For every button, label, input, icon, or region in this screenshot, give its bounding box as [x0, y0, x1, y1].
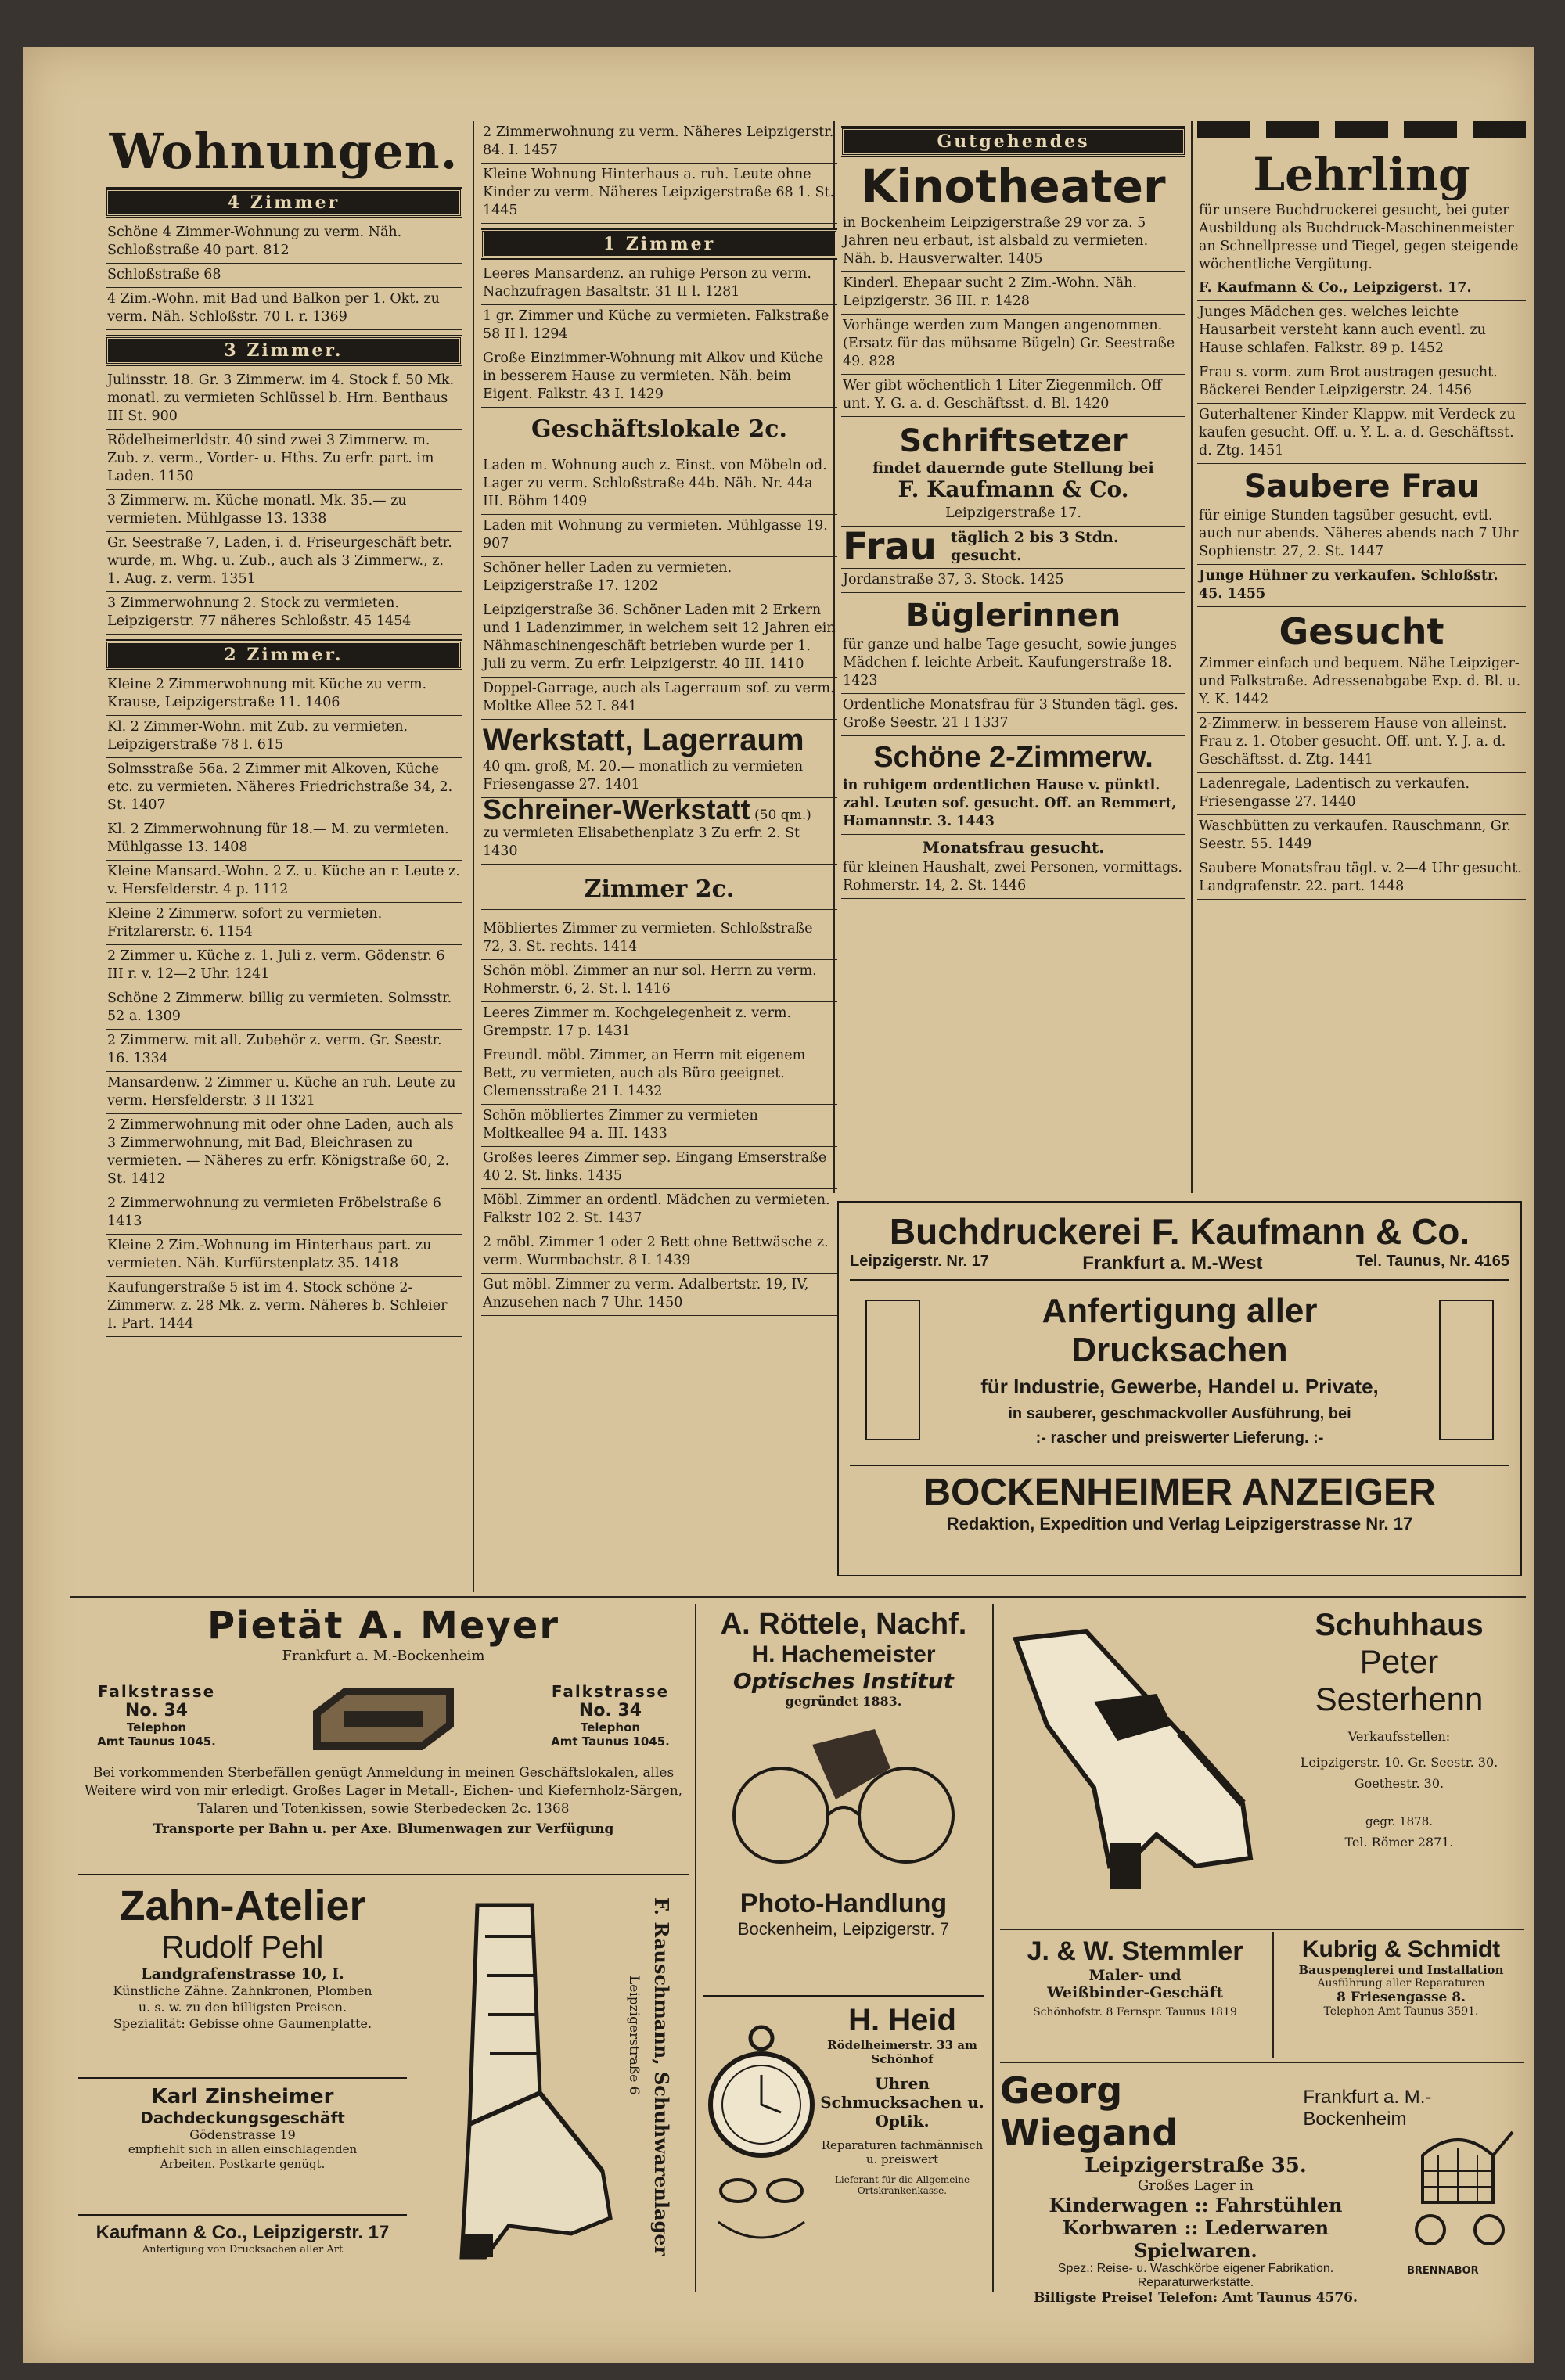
classified-ad: 2 Zimmer u. Küche z. 1. Juli z. verm. Gödenstr. 6 III r. v. 12—2 Uhr. 1241: [106, 945, 462, 987]
number: No. 34: [578, 1700, 642, 1720]
werkstatt-title: Werkstatt, Lagerraum: [483, 723, 804, 757]
wiegand-city: Frankfurt a. M.-Bockenheim: [1303, 2087, 1432, 2130]
pietaet-city: Frankfurt a. M.-Bockenheim: [282, 1648, 485, 1664]
gesucht-title: Gesucht: [1279, 610, 1444, 653]
column-rule: [473, 121, 474, 1592]
classified-ad: Großes leeres Zimmer sep. Eingang Emserstraße 40 2. St. links. 1435: [481, 1147, 837, 1189]
section-header-1-zimmer: 1 Zimmer: [481, 230, 837, 258]
classified-ad: Gr. Seestraße 7, Laden, i. d. Friseurgeschäft betr. wurde, m. Whg. u. Zub., auch als 3 Zimmerw., z. 1. Aug. z. verm. 1351: [106, 532, 462, 592]
schreiner-ad: [481, 793, 837, 865]
kubrig-name: Kubrig & Schmidt: [1301, 1936, 1501, 1962]
classified-ad: Schön möbl. Zimmer an nur sol. Herrn zu verm. Rohmerstr. 6, 2. St. l. 1416: [481, 960, 837, 1002]
classified-ad: Möbl. Zimmer an ordentl. Mädchen zu vermieten. Falkstr 102 2. St. 1437: [481, 1189, 837, 1231]
buegler-title: Büglerinnen: [905, 598, 1121, 634]
roettele-title: Optisches Institut: [732, 1668, 955, 1694]
kaufmann-small-ad: [78, 2222, 407, 2285]
bottom-rule: [70, 1596, 1526, 1598]
roettele-ad: [703, 1608, 984, 1997]
classified-ad: 2 Zimmerw. mit all. Zubehör z. verm. Gr. Seestr. 16. 1334: [106, 1030, 462, 1072]
classified-ad: Saubere Monatsfrau tägl. v. 2—4 Uhr gesucht. Landgrafenstr. 22. part. 1448: [1197, 857, 1526, 900]
classified-ad: Mansardenw. 2 Zimmer u. Küche an ruh. Leute zu verm. Hersfelderstr. 3 II 1321: [106, 1072, 462, 1114]
classified-ad: 2 Zimmerwohnung mit oder ohne Laden, auch als 3 Zimmerwohnung, mit Bad, Bleichrasen zu vermieten. — Näheres zu erfr. Königstraße 60, 2. St. 1412: [106, 1114, 462, 1192]
classified-ad: Kleine 2 Zimmerw. sofort zu vermieten. Fritzlarerstr. 6. 1154: [106, 903, 462, 945]
kino-pretitle: Gutgehendes: [841, 128, 1185, 156]
stemmler-title: Maler- und Weißbinder-Geschäft: [1047, 1967, 1223, 2001]
classified-ad: Vorhänge werden zum Mangen angenommen. (Ersatz für das mühsame Bügeln) Gr. Seestraße 49. 828: [841, 315, 1185, 375]
heid-name: H. Heid: [848, 2003, 956, 2037]
decorative-dashes: [1197, 121, 1526, 138]
roettele-photo: Photo-Handlung: [739, 1889, 948, 1918]
newspaper-page: [23, 47, 1534, 2363]
classified-ad: 2-Zimmerw. in besserem Hause von alleinst. Frau z. 1. Otober gesucht. Off. unt. Y. J. a. d. Geschäftsst. d. Ztg. 1441: [1197, 713, 1526, 773]
classified-ad: 3 Zimmerwohnung 2. Stock zu vermieten. Leipzigerstr. 77 näheres Schloßstr. 45 1454: [106, 592, 462, 635]
sesterhenn-year: gegr. 1878.: [1365, 1814, 1434, 1828]
wiegand-text2: Kinderwagen :: Fahrstühlen: [1049, 2194, 1343, 2216]
schreiner-title: Schreiner-Werkstatt: [483, 793, 750, 825]
kaufmann-banner: [837, 1201, 1522, 1576]
classified-ad: Gut möbl. Zimmer zu verm. Adalbertstr. 19, IV, Anzusehen nach 7 Uhr. 1450: [481, 1274, 837, 1316]
frau-title: Frau: [843, 524, 937, 569]
street: Falkstrasse: [97, 1681, 216, 1701]
saubere-frau-title: Saubere Frau: [1243, 469, 1480, 505]
column-rule: [992, 1604, 994, 2292]
tel-number: Amt Taunus 1045.: [551, 1734, 670, 1749]
classified-ad: 3 Zimmerw. m. Küche monatl. Mk. 35.— zu vermieten. Mühlgasse 13. 1338: [106, 490, 462, 532]
pietaet-footer: Transporte per Bahn u. per Axe. Blumenwagen zur Verfügung: [153, 1821, 614, 1837]
ornament-box: [1439, 1300, 1494, 1440]
pietaet-title: Pietät A. Meyer: [207, 1604, 559, 1648]
classified-ad: 1 gr. Zimmer und Küche zu vermieten. Falkstraße 58 II l. 1294: [481, 305, 837, 347]
section-header-3-zimmer: 3 Zimmer.: [106, 336, 462, 365]
classified-ad: Schöne 4 Zimmer-Wohnung zu verm. Näh. Schloßstraße 40 part. 812: [106, 221, 462, 264]
section-header-zimmer: Zimmer 2c.: [481, 875, 837, 910]
section-header-2-zimmer: 2 Zimmer.: [106, 641, 462, 669]
classified-ad: Kaufungerstraße 5 ist im 4. Stock schöne 2-Zimmerw. z. 28 Mk. z. verm. Näheres b. Schleier I. Part. 1444: [106, 1277, 462, 1337]
column-rule: [1191, 121, 1193, 1193]
ornament-box: [865, 1300, 920, 1440]
saubere-frau-text: für einige Stunden tagsüber gesucht, evtl. auch nur abends. Näheres abends nach 7 Uhr Sophienstr. 27, 2. St. 1447: [1197, 505, 1526, 565]
kaufmann-line1: für Industrie, Gewerbe, Handel u. Private,: [980, 1375, 1379, 1398]
monatsfrau-text: für kleinen Haushalt, zwei Personen, vormittags. Rohmerstr. 14, 2. St. 1446: [841, 857, 1185, 899]
schuh-vertical-addr: Leipzigerstraße 6: [626, 1976, 642, 2095]
roettele-addr: Bockenheim, Leipzigerstr. 7: [737, 1919, 950, 1939]
classified-ad: Ladenregale, Ladentisch zu verkaufen. Friesengasse 27. 1440: [1197, 773, 1526, 815]
pietaet-ad: [78, 1604, 689, 1875]
anzeiger-title: BOCKENHEIMER ANZEIGER: [850, 1465, 1509, 1514]
heid-text2: Reparaturen fachmännisch u. preiswert: [821, 2138, 984, 2166]
classified-ad: Julinsstr. 18. Gr. 3 Zimmerw. im 4. Stock f. 50 Mk. monatl. zu vermieten Schlüssel b. Hrn. Benthaus III St. 900: [106, 369, 462, 430]
masthead-wohnungen: Wohnungen.: [109, 123, 459, 180]
zinsheimer-name: Karl Zinsheimer: [151, 2085, 334, 2109]
frau-addr: Jordanstraße 37, 3. Stock. 1425: [841, 569, 1185, 593]
zahn-title: Zahn-Atelier: [119, 1882, 366, 1929]
number: No. 34: [124, 1700, 189, 1720]
classified-ad: Rödelheimerldstr. 40 sind zwei 3 Zimmerw. m. Zub. z. verm., Vorder- u. Hths. Zu erfr. part. im Laden. 1150: [106, 430, 462, 490]
street: Falkstrasse: [551, 1681, 670, 1701]
lehrling-text: für unsere Buchdruckerei gesucht, bei guter Ausbildung als Buchdruck-Maschinenmeister an Schnellpresse und Tiegel, gegen steigende wöchentliche Vergütung.: [1199, 203, 1519, 272]
kino-title: Kinotheater: [861, 160, 1166, 213]
heid-text1: Uhren Schmucksachen u. Optik.: [820, 2074, 984, 2130]
heid-ad: [703, 2003, 984, 2292]
classified-ad: Zimmer einfach und bequem. Nähe Leipziger- und Falkstraße. Adressenabgabe Exp. d. Bl. u. Y. K. 1442: [1197, 653, 1526, 713]
classified-ad: Freundl. möbl. Zimmer, an Herrn mit eigenem Bett, zu vermieten, auch als Büro geeignet. Clemensstraße 21 I. 1432: [481, 1044, 837, 1105]
pietaet-right-address: [532, 1682, 689, 1749]
schuh-ad: [415, 1882, 689, 2288]
column-gesuche: [841, 121, 1185, 1193]
sesterhenn-addr1: Leipzigerstr. 10. Gr. Seestr. 30.: [1300, 1755, 1498, 1770]
werkstatt-ad: [481, 720, 837, 798]
classified-ad: Schön möbliertes Zimmer zu vermieten Moltkeallee 94 a. III. 1433: [481, 1105, 837, 1147]
kino-text: in Bockenheim Leipzigerstraße 29 vor za. 5 Jahren neu erbaut, ist alsbald zu vermieten. Näh. b. Hausverwalter. 1405: [841, 212, 1185, 272]
zinsheimer-ad: [78, 2085, 407, 2216]
wiegand-text1: Großes Lager in: [1138, 2177, 1254, 2194]
wiegand-name: Georg Wiegand: [1000, 2069, 1178, 2154]
shoe-illustration-panel: [1000, 1608, 1266, 1925]
zahn-addr: Landgrafenstrasse 10, I.: [141, 1965, 344, 1983]
column-wohnungen: [106, 121, 462, 1592]
schoene-text: in ruhigem ordentlichen Hause v. pünktl. zahl. Leuten sof. gesucht. Off. an Remmert, Hamannstr. 3. 1443: [841, 775, 1185, 835]
wiegand-text5: Spez.: Reise- u. Waschkörbe eigener Fabrikation. Reparaturwerkstätte.: [1057, 2262, 1334, 2289]
stemmler-name: J. & W. Stemmler: [1027, 1936, 1243, 1966]
pump-shoe-illustration: [1000, 1608, 1266, 1921]
classified-ad: 2 möbl. Zimmer 1 oder 2 Bett ohne Bettwäsche z. verm. Wurmbachstr. 8 I. 1439: [481, 1231, 837, 1274]
sesterhenn-ad: [1274, 1608, 1524, 1925]
column-stellen: [1197, 121, 1526, 1193]
schriftsetzer-firm: F. Kaufmann & Co.: [898, 476, 1129, 502]
pietaet-left-address: [78, 1682, 235, 1749]
classified-ad: Schöne 2 Zimmerw. billig zu vermieten. Solmsstr. 52 a. 1309: [106, 987, 462, 1030]
section-header-4-zimmer: 4 Zimmer: [106, 189, 462, 217]
classified-ad: Schöner heller Laden zu vermieten. Leipzigerstraße 17. 1202: [481, 557, 837, 599]
classified-ad: Solmsstraße 56a. 2 Zimmer mit Alkoven, Küche etc. zu vermieten. Näheres Friedrichstraße 34, 2. St. 1407: [106, 758, 462, 818]
classified-ad: Kleine 2 Zim.-Wohnung im Hinterhaus part. zu vermieten. Näh. Kurfürstenplatz 35. 1418: [106, 1235, 462, 1277]
lehrling-title: Lehrling: [1253, 148, 1470, 201]
glasses-illustration: [718, 1713, 969, 1886]
kubrig-ad: [1278, 1936, 1524, 2058]
classified-ad: Doppel-Garrage, auch als Lagerraum sof. zu verm. Moltke Allee 52 I. 841: [481, 678, 837, 720]
sesterhenn-title: Schuhhaus: [1315, 1608, 1484, 1642]
sesterhenn-label: Verkaufsstellen:: [1347, 1729, 1451, 1744]
kaufmann-address-line: [850, 1253, 1509, 1281]
wiegand-ad: [1000, 2069, 1524, 2306]
classified-ad: Kleine Wohnung Hinterhaus a. ruh. Leute ohne Kinder zu verm. Näheres Leipzigerstraße 68 1. St. 1445: [481, 164, 837, 224]
wiegand-text3: Korbwaren :: Lederwaren: [1062, 2216, 1329, 2239]
tel-number: Amt Taunus 1045.: [97, 1734, 216, 1749]
classified-ad: Große Einzimmer-Wohnung mit Alkov und Küche in besserem Hause zu vermieten. Näh. beim Eigent. Falkstr. 43 I. 1429: [481, 347, 837, 408]
kubrig-title: Bauspenglerei und Installation: [1298, 1963, 1504, 1977]
classified-ad: 4 Zim.-Wohn. mit Bad und Balkon per 1. Okt. zu verm. Näh. Schloßstr. 70 I. r. 1369: [106, 288, 462, 330]
column-rule: [695, 1604, 696, 2292]
classified-ad: Laden mit Wohnung zu vermieten. Mühlgasse 19. 907: [481, 515, 837, 557]
kaufmann-line2: in sauberer, geschmackvoller Ausführung, bei: [1008, 1405, 1351, 1422]
boot-illustration: [415, 1889, 618, 2281]
column-zimmer: [481, 121, 837, 1592]
bottom-rule: [1000, 2062, 1524, 2063]
zahn-atelier-ad: [78, 1882, 407, 2079]
classified-ad: Leeres Zimmer m. Kochgelegenheit z. verm. Grempstr. 17 p. 1431: [481, 1002, 837, 1044]
pram-illustration: [1399, 2124, 1516, 2257]
lehrling-firm: F. Kaufmann & Co., Leipzigerst. 17.: [1197, 277, 1526, 301]
schoene-title: Schöne 2-Zimmerw.: [873, 741, 1153, 774]
kaufmann-title: Buchdruckerei F. Kaufmann & Co.: [889, 1211, 1470, 1252]
classified-ad: Kl. 2 Zimmer-Wohn. mit Zub. zu vermieten. Leipzigerstraße 78 I. 615: [106, 716, 462, 758]
schriftsetzer-title: Schriftsetzer: [899, 423, 1128, 459]
heid-addr: Rödelheimerstr. 33 am Schönhof: [827, 2038, 977, 2066]
frau-text: täglich 2 bis 3 Stdn. gesucht.: [950, 529, 1119, 564]
stemmler-ad: [1000, 1936, 1270, 2058]
stemmler-addr: Schönhofstr. 8 Fernspr. Taunus 1819: [1033, 2006, 1237, 2019]
wiegand-text4: Spielwaren.: [1134, 2239, 1257, 2262]
monatsfrau-ad: Ordentliche Monatsfrau für 3 Stunden tägl. ges. Große Seestr. 21 I 1337: [841, 694, 1185, 736]
schreiner-text: zu vermieten Elisabethenplatz 3 Zu erfr. 2. St 1430: [483, 825, 800, 859]
tel-label: Telephon: [126, 1720, 187, 1735]
sesterhenn-name: Peter Sesterhenn: [1315, 1643, 1484, 1717]
classified-ad: Leeres Mansardenz. an ruhige Person zu verm. Nachzufragen Basaltstr. 31 II l. 1281: [481, 263, 837, 305]
roettele-name: A. Röttele, Nachf.: [720, 1608, 967, 1641]
zahn-text: Künstliche Zähne. Zahnkronen, Plomben u. s. w. zu den billigsten Preisen. Spezialität: Gebisse ohne Gaumenplatte.: [113, 1983, 372, 2031]
classified-ad: Guterhaltener Kinder Klappw. mit Verdeck zu kaufen gesucht. Off. u. Y. L. a. d. Geschäftsst. d. Ztg. 1451: [1197, 404, 1526, 464]
roettele-owner: H. Hachemeister: [751, 1641, 936, 1667]
sesterhenn-addr2: Goethestr. 30.: [1354, 1776, 1444, 1791]
classified-ad: 2 Zimmerwohnung zu vermieten Fröbelstraße 6 1413: [106, 1192, 462, 1235]
roettele-year: gegründet 1883.: [785, 1694, 902, 1709]
kaufmann-small-name: Kaufmann & Co., Leipzigerstr. 17: [95, 2222, 390, 2243]
classified-ad: 2 Zimmerwohnung zu verm. Näheres Leipzigerstr. 84. I. 1457: [481, 121, 837, 164]
kubrig-tel: Telephon Amt Taunus 3591.: [1323, 2005, 1479, 2018]
classified-ad: Kleine 2 Zimmerwohnung mit Küche zu verm. Krause, Leipzigerstraße 11. 1406: [106, 674, 462, 716]
zahn-name: Rudolf Pehl: [161, 1930, 324, 1965]
kaufmann-tel: Tel. Taunus, Nr. 4165: [1355, 1253, 1509, 1270]
classified-ad: Kl. 2 Zimmerwohnung für 18.— M. zu vermieten. Mühlgasse 13. 1408: [106, 818, 462, 861]
wiegand-addr: Leipzigerstraße 35.: [1085, 2154, 1307, 2177]
heid-text3: Lieferant für die Allgemeine Ortskrankenkasse.: [834, 2174, 970, 2196]
classified-ad: Schloßstraße 68: [106, 264, 462, 288]
wiegand-brand: BRENNABOR: [1407, 2265, 1479, 2277]
schriftsetzer-text: findet dauernde gute Stellung bei: [872, 459, 1154, 476]
schriftsetzer-addr: Leipzigerstraße 17.: [841, 502, 1185, 527]
bottom-rule: [1000, 1929, 1524, 1930]
classified-ad: Junges Mädchen ges. welches leichte Hausarbeit versteht kann auch eventl. zu Hause schlafen. Falkstr. 89 p. 1452: [1197, 301, 1526, 361]
classified-ad: Kleine Mansard.-Wohn. 2 Z. u. Küche an r. Leute z. v. Hersfelderstr. 4 p. 1112: [106, 861, 462, 903]
column-rule: [1272, 1932, 1274, 2058]
classified-ad: Frau s. vorm. zum Brot austragen gesucht. Bäckerei Bender Leipzigerstr. 24. 1456: [1197, 361, 1526, 404]
classified-ad: Waschbütten zu verkaufen. Rauschmann, Gr. Seestr. 55. 1449: [1197, 815, 1526, 857]
kaufmann-city: Frankfurt a. M.-West: [1082, 1253, 1263, 1274]
buegler-text: für ganze und halbe Tage gesucht, sowie junges Mädchen f. leichte Arbeit. Kaufungerstraße 18. 1423: [841, 634, 1185, 694]
classified-ad: Möbliertes Zimmer zu vermieten. Schloßstraße 72, 3. St. rechts. 1414: [481, 918, 837, 960]
classified-ad: Laden m. Wohnung auch z. Einst. von Möbeln od. Lager zu verm. Schloßstraße 44b. Näh. Nr. 44a III. Böhm 1409: [481, 455, 837, 515]
pocket-watch-icon: [703, 2019, 820, 2253]
anzeiger-sub: Redaktion, Expedition und Verlag Leipzigerstrasse Nr. 17: [946, 1514, 1413, 1533]
kubrig-addr: 8 Friesengasse 8.: [1336, 1990, 1466, 2005]
zinsheimer-text: empfiehlt sich in allen einschlagenden Arbeiten. Postkarte genügt.: [128, 2142, 358, 2171]
sesterhenn-tel: Tel. Römer 2871.: [1344, 1835, 1454, 1850]
classified-ad: Leipzigerstraße 36. Schöner Laden mit 2 Erkern und 1 Ladenzimmer, in welchem seit 12 Jahren ein Nähmaschinengeschäft betrieben wurde per 1. Juli zu verm. Zu erfr. Leipzigerstr. 40 III. 1410: [481, 599, 837, 678]
zinsheimer-addr: Gödenstrasse 19: [189, 2127, 296, 2142]
kaufmann-headline: Anfertigung aller Drucksachen: [1042, 1292, 1318, 1369]
kubrig-text: Ausführung aller Reparaturen: [1317, 1977, 1485, 1990]
classified-ad: Wer gibt wöchentlich 1 Liter Ziegenmilch. Off unt. Y. G. a. d. Geschäftsst. d. Bl. 1420: [841, 375, 1185, 417]
classified-ad: Kinderl. Ehepaar sucht 2 Zim.-Wohn. Näh. Leipzigerstr. 36 III. r. 1428: [841, 272, 1185, 315]
section-header-geschaeftslokale: Geschäftslokale 2c.: [481, 415, 837, 448]
zinsheimer-title: Dachdeckungsgeschäft: [140, 2109, 345, 2127]
coffin-illustration: [297, 1672, 470, 1758]
monatsfrau-title: Monatsfrau gesucht.: [922, 838, 1105, 857]
kaufmann-addr: Leipzigerstr. Nr. 17: [850, 1253, 989, 1270]
schreiner-size: (50 qm.): [754, 807, 811, 823]
schuh-vertical-name: F. Rauschmann, Schuhwarenlager: [650, 1897, 673, 2256]
wiegand-text6: Billigste Preise! Telefon: Amt Taunus 4576.: [1034, 2290, 1358, 2306]
huehner-ad: Junge Hühner zu verkaufen. Schloßstr. 45. 1455: [1197, 565, 1526, 607]
kaufmann-small-text: Anfertigung von Drucksachen aller Art: [142, 2244, 344, 2256]
tel-label: Telephon: [580, 1720, 641, 1735]
kaufmann-line3: :- rascher und preiswerter Lieferung. :-: [1035, 1429, 1324, 1447]
kaufmann-body: [850, 1292, 1509, 1447]
werkstatt-text: 40 qm. groß, M. 20.— monatlich zu vermieten Friesengasse 27. 1401: [483, 759, 804, 793]
frau-ad: [841, 524, 1185, 569]
pietaet-text: Bei vorkommenden Sterbefällen genügt Anmeldung in meinen Geschäftslokalen, alles Weitere wird von mir erledigt. Großes Lager in Metall-, Eichen- und Kiefernholz-Särgen, Talaren und Totenkissen, sowie Sterbedecken 2c. 1368: [84, 1765, 683, 1817]
